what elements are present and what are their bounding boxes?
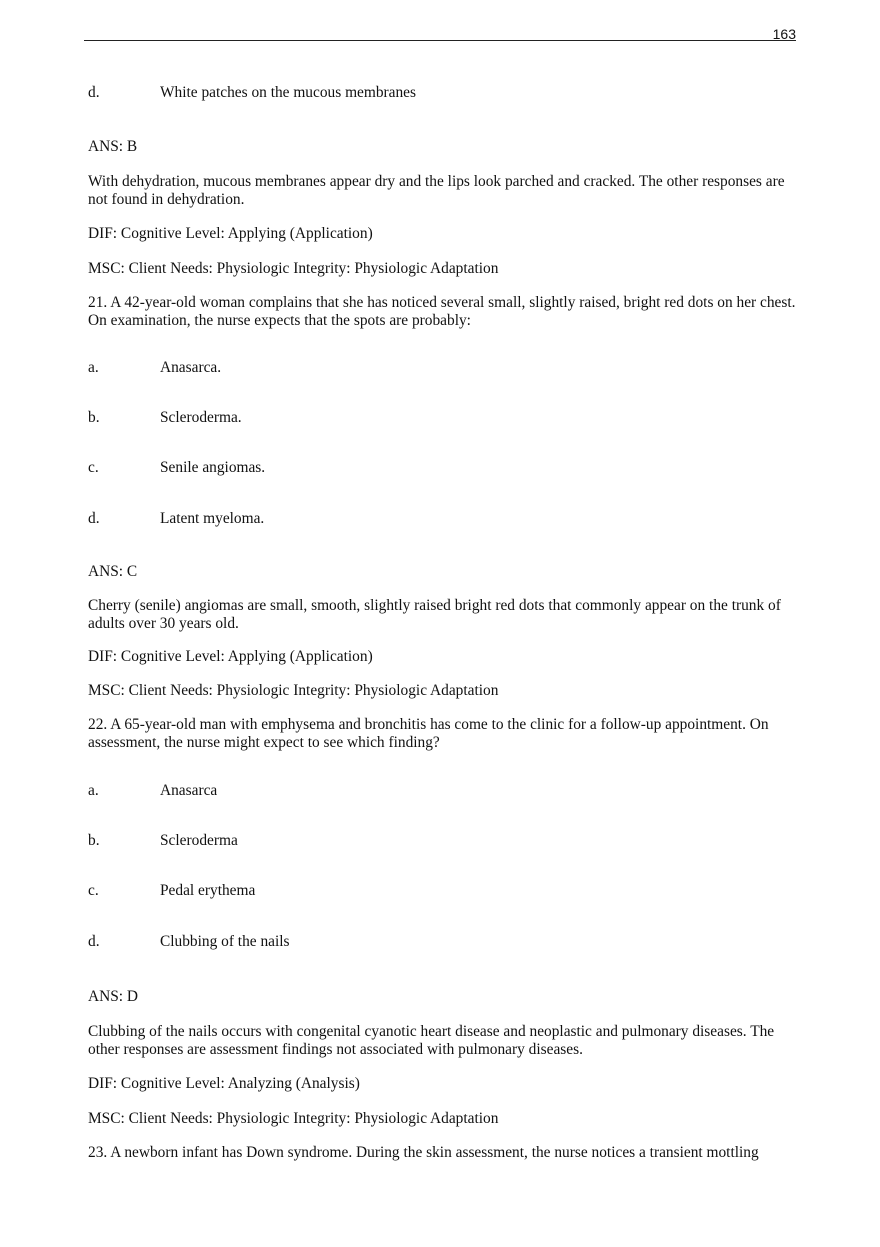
q21-dif: DIF: Cognitive Level: Applying (Application) <box>88 648 373 665</box>
option-letter: d. <box>88 84 100 101</box>
q21-option-d <box>88 510 264 528</box>
q21-question: 21. A 42-year-old woman complains that she has noticed several small, slightly raised, bright red dots on her chest. On examination, the nurse expects that the spots are probably: <box>88 294 796 329</box>
q21-answer: ANS: C <box>88 563 138 580</box>
option-text: Anasarca <box>160 782 218 799</box>
q22-option-d <box>88 933 290 951</box>
q22-question: 22. A 65-year-old man with emphysema and bronchitis has come to the clinic for a follow-up appointment. On assessment, the nurse might expect to see which finding? <box>88 716 769 751</box>
q22-rationale: Clubbing of the nails occurs with congenital cyanotic heart disease and neoplastic and pulmonary diseases. The other responses are assessment findings not associated with pulmonary diseases. <box>88 1023 775 1058</box>
option-text: Scleroderma. <box>160 409 242 426</box>
q21-option-a <box>88 359 221 377</box>
q20-rationale: With dehydration, mucous membranes appear dry and the lips look parched and cracked. The other responses are not found in dehydration. <box>88 173 785 208</box>
option-text: Clubbing of the nails <box>160 933 290 950</box>
q22-answer: ANS: D <box>88 988 139 1005</box>
option-letter: c. <box>88 882 99 899</box>
q22-option-a <box>88 782 217 800</box>
option-text: Pedal erythema <box>160 882 256 899</box>
option-letter: d. <box>88 933 100 950</box>
option-letter: a. <box>88 782 99 799</box>
option-letter: b. <box>88 832 100 849</box>
q20-msc: MSC: Client Needs: Physiologic Integrity: Physiologic Adaptation <box>88 260 499 277</box>
q20-dif: DIF: Cognitive Level: Applying (Application) <box>88 225 373 242</box>
q22-dif: DIF: Cognitive Level: Analyzing (Analysis) <box>88 1075 360 1092</box>
option-letter: a. <box>88 359 99 376</box>
q21-msc: MSC: Client Needs: Physiologic Integrity: Physiologic Adaptation <box>88 682 499 699</box>
q20-option-d <box>88 84 416 102</box>
option-letter: d. <box>88 510 100 527</box>
option-text: Latent myeloma. <box>160 510 265 527</box>
q22-option-b <box>88 832 238 850</box>
option-text: Scleroderma <box>160 832 238 849</box>
option-letter: c. <box>88 459 99 476</box>
q21-option-c <box>88 459 265 477</box>
q23-question: 23. A newborn infant has Down syndrome. During the skin assessment, the nurse notices a transient mottling <box>88 1144 759 1161</box>
option-letter: b. <box>88 409 100 426</box>
q20-answer: ANS: B <box>88 138 138 155</box>
option-text: Senile angiomas. <box>160 459 266 476</box>
q21-rationale: Cherry (senile) angiomas are small, smooth, slightly raised bright red dots that commonly appear on the trunk of adults over 30 years old. <box>88 597 781 632</box>
page-number: 163 <box>772 26 796 42</box>
header-rule <box>84 40 796 41</box>
q22-option-c <box>88 882 255 900</box>
q22-msc: MSC: Client Needs: Physiologic Integrity: Physiologic Adaptation <box>88 1110 499 1127</box>
option-text: White patches on the mucous membranes <box>160 84 417 101</box>
option-text: Anasarca. <box>160 359 222 376</box>
q21-option-b <box>88 409 242 427</box>
